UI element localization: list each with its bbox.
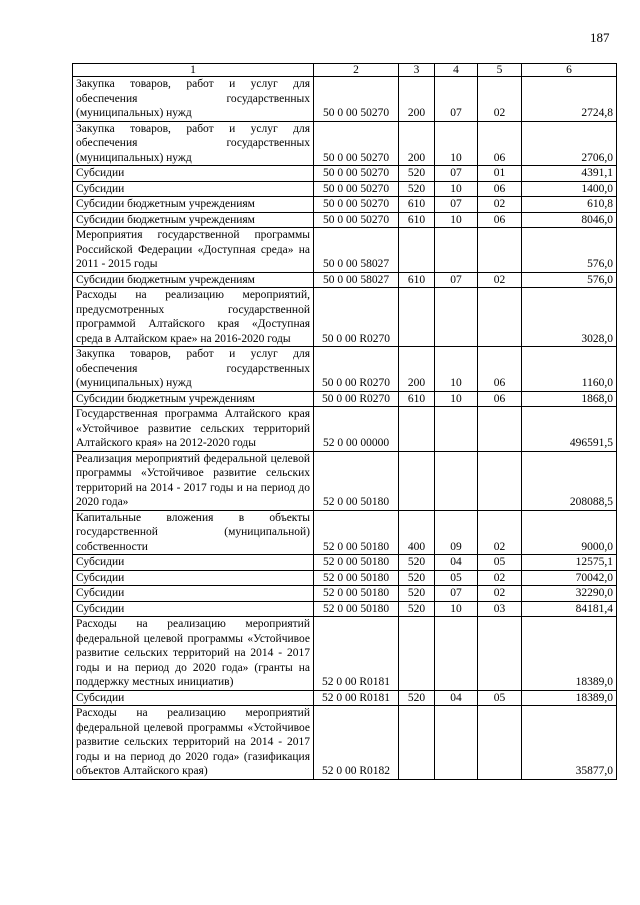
table-row	[73, 347, 617, 392]
row-subsection	[478, 228, 522, 273]
row-name: Закупка товаров, работ и услуг для обеспечения государственных (муниципальных) нужд	[73, 77, 314, 122]
budget-table	[72, 63, 617, 780]
row-expense-type: 520	[399, 555, 435, 571]
row-name: Субсидии	[73, 570, 314, 586]
row-subsection: 05	[478, 690, 522, 706]
row-expense-type: 520	[399, 586, 435, 602]
table-row	[73, 690, 617, 706]
row-name: Субсидии	[73, 555, 314, 571]
table-row	[73, 121, 617, 166]
row-section	[435, 288, 478, 347]
row-section	[435, 617, 478, 691]
row-name: Реализация мероприятий федеральной целевой программы «Устойчивое развитие сельских территорий на 2014 - 2017 годы и на период до 2020 года»	[73, 451, 314, 510]
row-amount: 576,0	[522, 228, 617, 273]
row-section: 10	[435, 212, 478, 228]
table-row	[73, 586, 617, 602]
table-row	[73, 570, 617, 586]
row-amount: 4391,1	[522, 166, 617, 182]
row-name: Субсидии бюджетным учреждениям	[73, 197, 314, 213]
row-name: Расходы на реализацию мероприятий федеральной целевой программы «Устойчивое развитие сельских территорий на 2014 - 2017 годы и на период до 2020 года» (гранты на поддержку местных инициатив)	[73, 617, 314, 691]
row-subsection: 02	[478, 586, 522, 602]
row-code: 50 0 00 R0270	[314, 288, 399, 347]
row-amount: 9000,0	[522, 510, 617, 555]
row-subsection: 02	[478, 570, 522, 586]
row-name: Субсидии	[73, 181, 314, 197]
row-name: Субсидии	[73, 690, 314, 706]
row-amount: 1400,0	[522, 181, 617, 197]
row-code: 52 0 00 R0181	[314, 617, 399, 691]
page-number: 187	[590, 30, 610, 45]
row-amount: 576,0	[522, 272, 617, 288]
row-subsection	[478, 407, 522, 452]
table-row	[73, 77, 617, 122]
row-code: 52 0 00 R0182	[314, 706, 399, 780]
row-subsection: 02	[478, 272, 522, 288]
row-subsection: 02	[478, 510, 522, 555]
row-code: 52 0 00 50180	[314, 451, 399, 510]
row-section: 07	[435, 197, 478, 213]
table-body	[73, 77, 617, 780]
row-code: 52 0 00 00000	[314, 407, 399, 452]
row-expense-type	[399, 288, 435, 347]
row-code: 52 0 00 50180	[314, 570, 399, 586]
row-amount: 3028,0	[522, 288, 617, 347]
row-amount: 2724,8	[522, 77, 617, 122]
row-amount: 32290,0	[522, 586, 617, 602]
row-code: 52 0 00 R0181	[314, 690, 399, 706]
row-subsection	[478, 706, 522, 780]
row-code: 50 0 00 R0270	[314, 347, 399, 392]
row-code: 50 0 00 50270	[314, 212, 399, 228]
row-name: Государственная программа Алтайского края «Устойчивое развитие сельских территорий Алтайского края» на 2012-2020 годы	[73, 407, 314, 452]
table-row	[73, 197, 617, 213]
header-row	[73, 64, 617, 77]
row-section: 07	[435, 166, 478, 182]
row-name: Субсидии бюджетным учреждениям	[73, 212, 314, 228]
row-expense-type: 200	[399, 77, 435, 122]
row-amount: 18389,0	[522, 617, 617, 691]
row-code: 50 0 00 58027	[314, 228, 399, 273]
row-subsection	[478, 617, 522, 691]
header-col-2: 2	[314, 64, 399, 77]
row-section: 09	[435, 510, 478, 555]
table-row	[73, 407, 617, 452]
row-subsection: 06	[478, 181, 522, 197]
table-row	[73, 617, 617, 691]
row-section: 10	[435, 121, 478, 166]
row-section: 04	[435, 690, 478, 706]
header-col-5: 5	[478, 64, 522, 77]
row-code: 50 0 00 50270	[314, 181, 399, 197]
row-code: 50 0 00 50270	[314, 77, 399, 122]
row-subsection: 03	[478, 601, 522, 617]
row-expense-type: 520	[399, 166, 435, 182]
table-row	[73, 212, 617, 228]
table-row	[73, 706, 617, 780]
row-amount: 8046,0	[522, 212, 617, 228]
table-row	[73, 555, 617, 571]
row-section: 10	[435, 391, 478, 407]
row-expense-type: 200	[399, 347, 435, 392]
row-expense-type: 610	[399, 197, 435, 213]
row-expense-type: 610	[399, 212, 435, 228]
row-expense-type: 520	[399, 690, 435, 706]
row-name: Субсидии бюджетным учреждениям	[73, 391, 314, 407]
row-amount: 208088,5	[522, 451, 617, 510]
row-subsection: 06	[478, 391, 522, 407]
row-section: 07	[435, 272, 478, 288]
row-name: Мероприятия государственной программы Российской Федерации «Доступная среда» на 2011 - 2015 годы	[73, 228, 314, 273]
row-code: 52 0 00 50180	[314, 555, 399, 571]
row-amount: 1160,0	[522, 347, 617, 392]
row-code: 50 0 00 50270	[314, 197, 399, 213]
table-row	[73, 166, 617, 182]
row-expense-type: 200	[399, 121, 435, 166]
row-name: Капитальные вложения в объекты государственной (муниципальной) собственности	[73, 510, 314, 555]
row-section: 04	[435, 555, 478, 571]
row-section	[435, 451, 478, 510]
row-name: Субсидии бюджетным учреждениям	[73, 272, 314, 288]
table-row	[73, 288, 617, 347]
header-col-1: 1	[73, 64, 314, 77]
table-row	[73, 391, 617, 407]
row-subsection	[478, 288, 522, 347]
header-col-3: 3	[399, 64, 435, 77]
row-amount: 12575,1	[522, 555, 617, 571]
row-code: 52 0 00 50180	[314, 601, 399, 617]
row-section: 07	[435, 586, 478, 602]
row-subsection: 01	[478, 166, 522, 182]
row-code: 52 0 00 50180	[314, 510, 399, 555]
row-section: 10	[435, 601, 478, 617]
row-expense-type	[399, 617, 435, 691]
row-subsection: 06	[478, 121, 522, 166]
row-subsection	[478, 451, 522, 510]
row-subsection: 06	[478, 212, 522, 228]
row-name: Расходы на реализацию мероприятий федеральной целевой программы «Устойчивое развитие сельских территорий на 2014 - 2017 годы и на период до 2020 года» (газификация объектов Алтайского края)	[73, 706, 314, 780]
row-amount: 18389,0	[522, 690, 617, 706]
row-section: 07	[435, 77, 478, 122]
row-code: 52 0 00 50180	[314, 586, 399, 602]
row-amount: 610,8	[522, 197, 617, 213]
row-name: Субсидии	[73, 166, 314, 182]
table-row	[73, 510, 617, 555]
row-section	[435, 228, 478, 273]
row-section	[435, 407, 478, 452]
row-amount: 2706,0	[522, 121, 617, 166]
row-subsection: 02	[478, 77, 522, 122]
row-section	[435, 706, 478, 780]
row-amount: 70042,0	[522, 570, 617, 586]
table-row	[73, 601, 617, 617]
row-expense-type: 400	[399, 510, 435, 555]
row-name: Закупка товаров, работ и услуг для обеспечения государственных (муниципальных) нужд	[73, 121, 314, 166]
row-expense-type: 520	[399, 181, 435, 197]
row-expense-type: 520	[399, 601, 435, 617]
header-col-6: 6	[522, 64, 617, 77]
row-amount: 84181,4	[522, 601, 617, 617]
row-expense-type: 520	[399, 570, 435, 586]
row-section: 10	[435, 181, 478, 197]
row-code: 50 0 00 50270	[314, 166, 399, 182]
row-section: 10	[435, 347, 478, 392]
row-name: Субсидии	[73, 601, 314, 617]
row-expense-type	[399, 451, 435, 510]
row-expense-type	[399, 407, 435, 452]
row-name: Субсидии	[73, 586, 314, 602]
row-subsection: 02	[478, 197, 522, 213]
row-name: Закупка товаров, работ и услуг для обеспечения государственных (муниципальных) нужд	[73, 347, 314, 392]
row-expense-type: 610	[399, 272, 435, 288]
row-amount: 1868,0	[522, 391, 617, 407]
row-expense-type	[399, 228, 435, 273]
table-row	[73, 228, 617, 273]
row-name: Расходы на реализацию мероприятий, предусмотренных государственной программой Алтайского края «Доступная среда в Алтайском крае» на 2016-2020 годы	[73, 288, 314, 347]
row-code: 50 0 00 58027	[314, 272, 399, 288]
row-subsection: 05	[478, 555, 522, 571]
row-section: 05	[435, 570, 478, 586]
table-row	[73, 451, 617, 510]
row-expense-type: 610	[399, 391, 435, 407]
row-expense-type	[399, 706, 435, 780]
table-row	[73, 181, 617, 197]
header-col-4: 4	[435, 64, 478, 77]
row-code: 50 0 00 R0270	[314, 391, 399, 407]
row-subsection: 06	[478, 347, 522, 392]
row-amount: 35877,0	[522, 706, 617, 780]
row-amount: 496591,5	[522, 407, 617, 452]
table-row	[73, 272, 617, 288]
row-code: 50 0 00 50270	[314, 121, 399, 166]
